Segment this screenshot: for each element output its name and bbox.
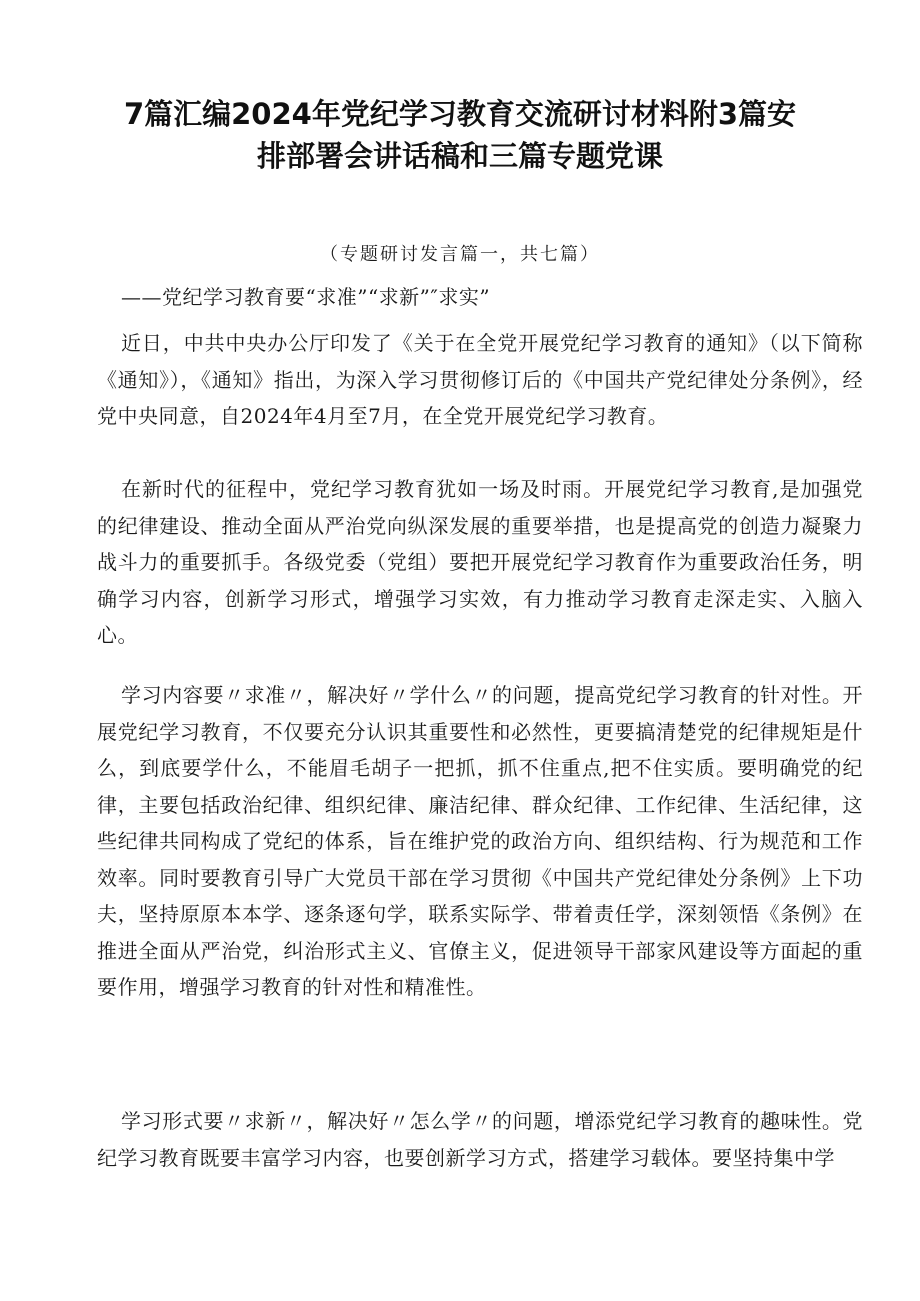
document-title-line-2: 排部署会讲话稿和三篇专题党课 [256,139,663,173]
paragraph-2: 在新时代的征程中，党纪学习教育犹如一场及时雨。开展党纪学习教育,是加强党的纪律建设、推动全面从严治党向纵深发展的重要举措，也是提高党的创造力凝聚力战斗力的重要抓手。各级党委（党组）要把开展党纪学习教育作为重要政治任务，明确学习内容，创新学习形式，增强学习实效，有力推动学习教育走深走实、入脑入心。 [97,477,863,647]
document-lead-line: ——党纪学习教育要“求准”“求新”″求实” [121,285,491,309]
document-title-line-1: 7篇汇编2024年党纪学习教育交流研讨材料附3篇安 [123,97,797,131]
paragraph-3: 学习内容要〃求准〃，解决好〃学什么〃的问题，提高党纪学习教育的针对性。开展党纪学习教育，不仅要充分认识其重要性和必然性，更要搞清楚党的纪律规矩是什么，到底要学什么，不能眉毛胡子一把抓，抓不住重点,把不住实质。要明确党的纪律，主要包括政治纪律、组织纪律、廉洁纪律、群众纪律、工作纪律、生活纪律，这些纪律共同构成了党纪的体系，旨在维护党的政治方向、组织结构、行为规范和工作效率。同时要教育引导广大党员干部在学习贯彻《中国共产党纪律处分条例》上下功夫，坚持原原本本学、逐条逐句学，联系实际学、带着责任学，深刻领悟《条例》在推进全面从严治党，纠治形式主义、官僚主义，促进领导干部家风建设等方面起的重要作用，增强学习教育的针对性和精准性。 [97,683,863,999]
paragraph-1: 近日，中共中央办公厅印发了《关于在全党开展党纪学习教育的通知》（以下简称《通知》），《通知》指出，为深入学习贯彻修订后的《中国共产党纪律处分条例》，经党中央同意，自2024年4月至7月，在全党开展党纪学习教育。 [97,331,863,428]
paragraph-4: 学习形式要〃求新〃，解决好〃怎么学〃的问题，增添党纪学习教育的趣味性。党纪学习教育既要丰富学习内容，也要创新学习方式，搭建学习载体。要坚持集中学 [97,1109,863,1170]
document-subtitle: （专题研讨发言篇一，共七篇） [320,244,600,265]
